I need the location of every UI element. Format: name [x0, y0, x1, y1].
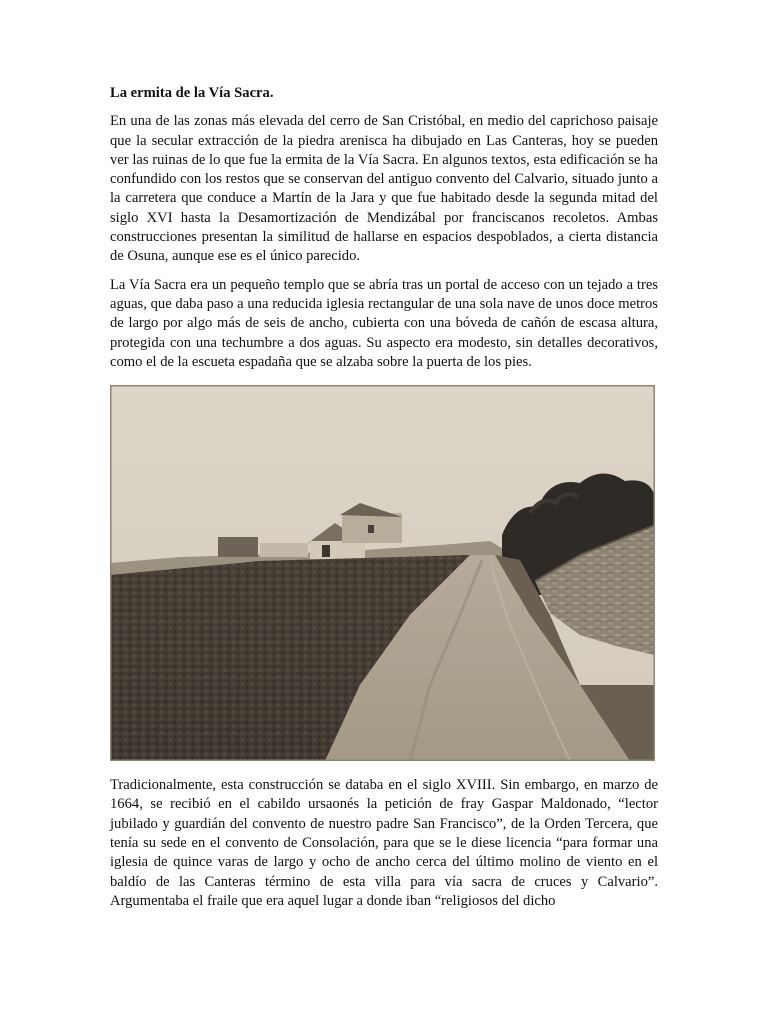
paragraph-1: En una de las zonas más elevada del cerro de San Cristóbal, en medio del caprichoso paisaje que la secular extracción de la piedra arenisca ha dibujado en Las Canteras, hoy se pueden ver las ruinas de lo que fue la ermita de la Vía Sacra. En algunos textos, esta edificación se ha confundido con los restos que se conservan del antiguo convento del Calvario, situado junto a la carretera que conduce a Martín de la Jara y que fue habitado desde la segunda mitad del siglo XVI hasta la Desamortización de Mendizábal por franciscanos recoletos. Ambas construcciones presentan la similitud de hallarse en espacios despoblados, a cierta distancia de Osuna, aunque ese es el único parecido. [110, 113, 658, 265]
document-page [110, 84, 658, 920]
paragraph-3: Tradicionalmente, esta construcción se databa en el siglo XVIII. Sin embargo, en marzo de 1664, se recibió en el cabildo ursaonés la petición de fray Gaspar Maldonado, “lector jubilado y guardián del convento de nuestro padre San Francisco”, de la Orden Tercera, que tenía su sede en el convento de Consolación, para que se le diese licencia “para formar una iglesia de quince varas de largo y ocho de ancho cerca del último molino de viento en el baldío de las Canteras término de esta villa para vía sacra de cruces y Calvario”. Argumentaba el fraile que era aquel lugar a donde iban “religiosos del dicho [110, 777, 658, 909]
paragraph-2: La Vía Sacra era un pequeño templo que se abría tras un portal de acceso con un tejado a tres aguas, que daba paso a una reducida iglesia rectangular de una sola nave de unos doce metros de largo por algo más de seis de ancho, cubierta con una bóveda de cañón de escasa altura, protegida con una techumbre a dos aguas. Su aspecto era modesto, sin detalles decorativos, como el de la escueta espadaña que se alzaba sobre la puerta de los pies. [110, 276, 658, 370]
sepia-photograph [110, 385, 655, 761]
document-title: La ermita de la Vía Sacra. [110, 85, 274, 101]
